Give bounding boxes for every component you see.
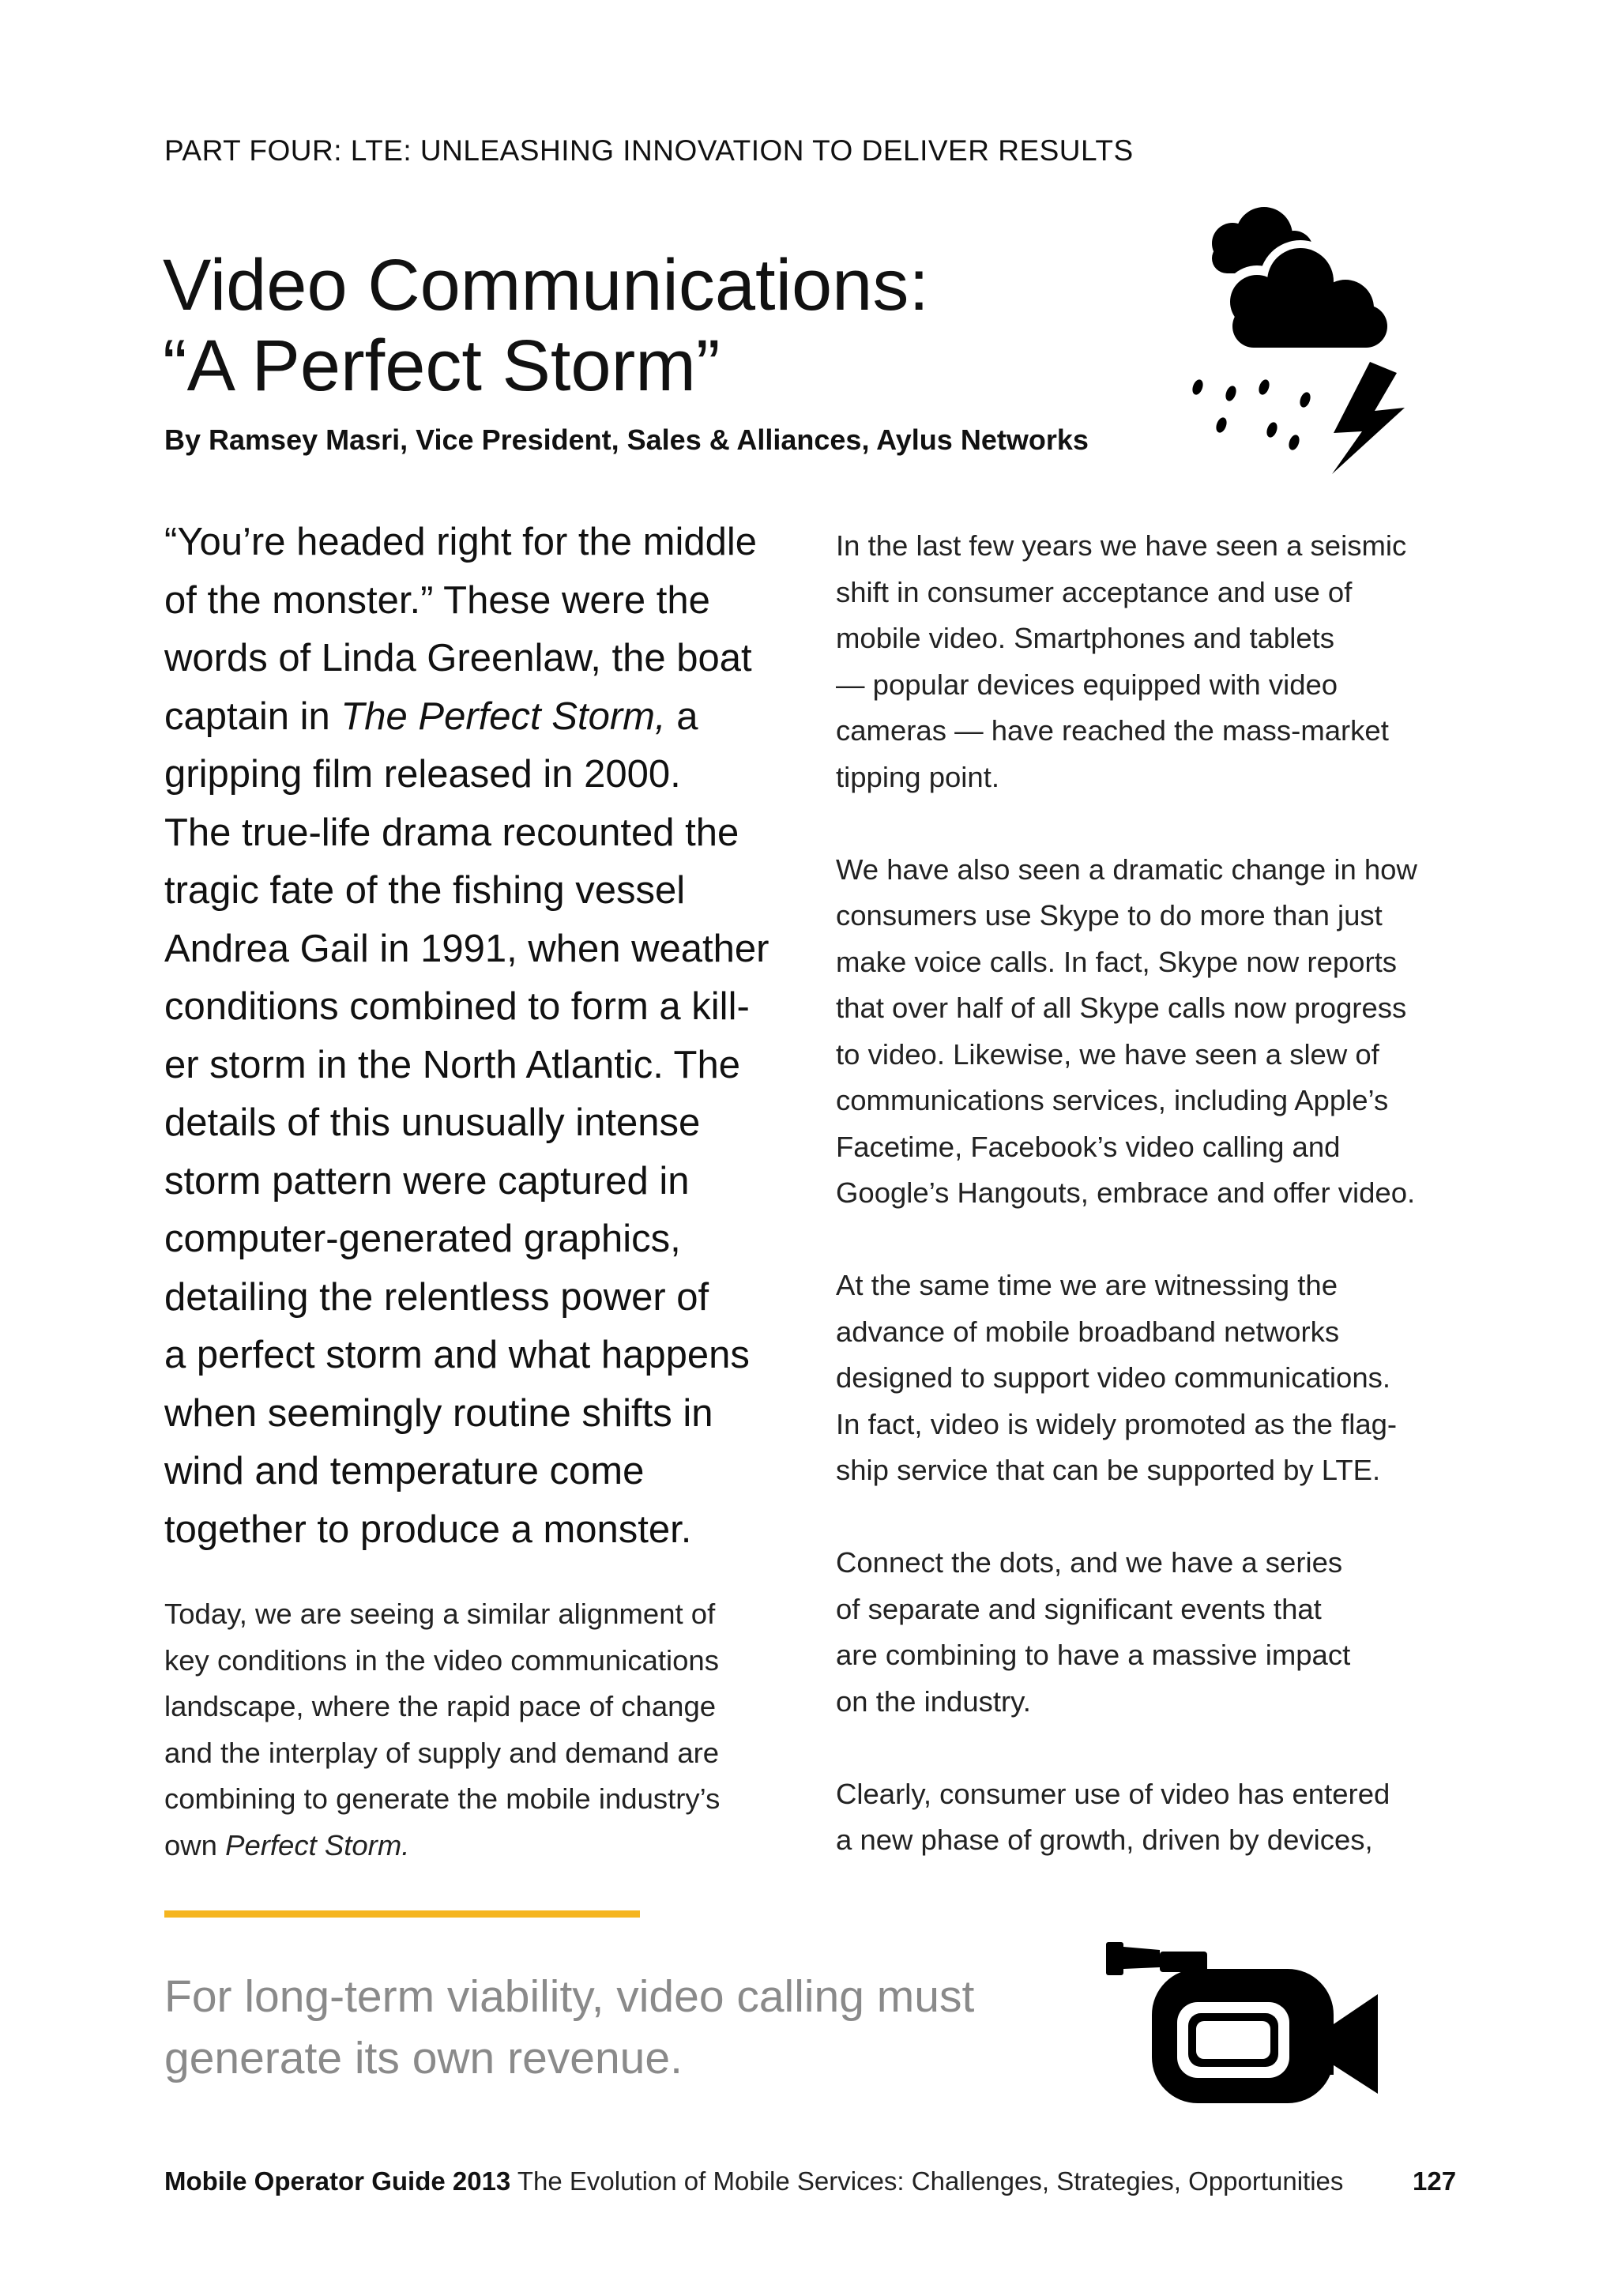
- pull-quote-rule: [164, 1910, 640, 1918]
- lede-line: computer-generated graphics,: [164, 1218, 681, 1260]
- lede-line: “You’re headed right for the middle: [164, 521, 758, 563]
- article-title: [163, 245, 929, 406]
- video-camera-icon: [1104, 1939, 1389, 2113]
- body-line: on the industry.: [836, 1684, 1031, 1718]
- pull-quote: [164, 1966, 974, 2089]
- lede-line: words of Linda Greenlaw, the boat: [164, 637, 752, 679]
- body-paragraph: [836, 523, 1468, 800]
- article-title-line-1: Video Communications:: [163, 245, 929, 326]
- body-line: Clearly, consumer use of video has entered: [836, 1777, 1390, 1810]
- lede-line: tragic fate of the fishing vessel: [164, 869, 686, 912]
- body-line: mobile video. Smartphones and tablets: [836, 622, 1335, 654]
- lede-line: detailing the relentless power of: [164, 1275, 709, 1319]
- body-line: communications services, including Apple’s: [836, 1084, 1389, 1116]
- lede-text: captain in: [164, 694, 341, 738]
- pull-quote-line: generate its own revenue.: [164, 2033, 683, 2083]
- lede-line: wind and temperature come: [164, 1450, 645, 1492]
- lede-line: gripping film released in 2000.: [164, 753, 681, 796]
- body-line: Connect the dots, and we have a series: [836, 1546, 1343, 1579]
- page-footer: [164, 2166, 1343, 2196]
- body-line: ship service that can be supported by LTE.: [836, 1454, 1381, 1486]
- lede-text: a: [665, 694, 698, 738]
- body-paragraph: [836, 847, 1468, 1217]
- body-line: We have also seen a dramatic change in how: [836, 853, 1417, 886]
- film-title: The Perfect Storm,: [341, 694, 666, 738]
- body-line: [164, 1823, 796, 1869]
- body-line: In fact, video is widely promoted as the flag-: [836, 1407, 1398, 1440]
- body-line: combining to generate the mobile industry’s: [164, 1782, 721, 1815]
- lede-line: of the monster.” These were the: [164, 578, 710, 622]
- body-line: Google’s Hangouts, embrace and offer video.: [836, 1176, 1416, 1209]
- publication-subtitle: The Evolution of Mobile Services: Challenges, Strategies, Opportunities: [510, 2166, 1344, 2196]
- lede-line: storm pattern were captured in: [164, 1159, 690, 1203]
- body-line: designed to support video communications.: [836, 1361, 1391, 1394]
- publication-title: Mobile Operator Guide 2013: [164, 2166, 511, 2196]
- body-line: shift in consumer acceptance and use of: [836, 575, 1353, 608]
- body-paragraph: [836, 1540, 1468, 1725]
- body-line: Today, we are seeing a similar alignment of: [164, 1598, 716, 1630]
- body-line: that over half of all Skype calls now progress: [836, 992, 1407, 1024]
- body-line: tipping point.: [836, 760, 999, 793]
- lede-line: a perfect storm and what happens: [164, 1334, 750, 1376]
- body-line: are combining to have a massive impact: [836, 1639, 1351, 1671]
- pull-quote-line: For long-term viability, video calling must: [164, 1971, 975, 2022]
- body-line: In the last few years we have seen a seismic: [836, 529, 1407, 562]
- page-number: 127: [1413, 2166, 1457, 2196]
- body-line: and the interplay of supply and demand are: [164, 1736, 720, 1769]
- lede-line: when seemingly routine shifts in: [164, 1391, 713, 1435]
- body-line: to video. Likewise, we have seen a slew of: [836, 1037, 1379, 1071]
- body-text: own: [164, 1828, 226, 1861]
- lede-line: Andrea Gail in 1991, when weather: [164, 927, 769, 970]
- body-line: — popular devices equipped with video: [836, 668, 1338, 701]
- body-line: consumers use Skype to do more than just: [836, 899, 1383, 932]
- body-line: Facetime, Facebook’s video calling and: [836, 1130, 1341, 1163]
- body-paragraph: [836, 1771, 1468, 1864]
- section-kicker: PART FOUR: LTE: UNLEASHING INNOVATION TO DELIVER RESULTS: [164, 134, 1134, 167]
- body-line: At the same time we are witnessing the: [836, 1269, 1338, 1301]
- lede-line: [164, 688, 796, 747]
- body-line: advance of mobile broadband networks: [836, 1315, 1340, 1348]
- lede-line: The true-life drama recounted the: [164, 811, 739, 854]
- lede-line: conditions combined to form a kill-: [164, 985, 750, 1028]
- lede-line: details of this unusually intense: [164, 1101, 701, 1144]
- body-paragraph: [836, 1263, 1468, 1494]
- body-line: make voice calls. In fact, Skype now reports: [836, 945, 1398, 978]
- body-line: of separate and significant events that: [836, 1592, 1322, 1625]
- storm-cloud-lightning-icon: [1176, 204, 1413, 476]
- left-body-paragraph: [164, 1591, 796, 1869]
- emphasis-text: Perfect Storm.: [225, 1828, 410, 1861]
- body-line: key conditions in the video communications: [164, 1643, 719, 1677]
- lede-line: er storm in the North Atlantic. The: [164, 1043, 740, 1086]
- byline: By Ramsey Masri, Vice President, Sales & Alliances, Aylus Networks: [164, 423, 1089, 456]
- article-title-line-2: “A Perfect Storm”: [163, 326, 721, 406]
- body-line: cameras — have reached the mass-market: [836, 714, 1389, 747]
- lede-paragraph: [164, 514, 796, 1559]
- body-line: a new phase of growth, driven by devices,: [836, 1824, 1373, 1856]
- body-line: landscape, where the rapid pace of change: [164, 1690, 717, 1722]
- lede-line: together to produce a monster.: [164, 1507, 692, 1551]
- right-column: [836, 523, 1468, 1910]
